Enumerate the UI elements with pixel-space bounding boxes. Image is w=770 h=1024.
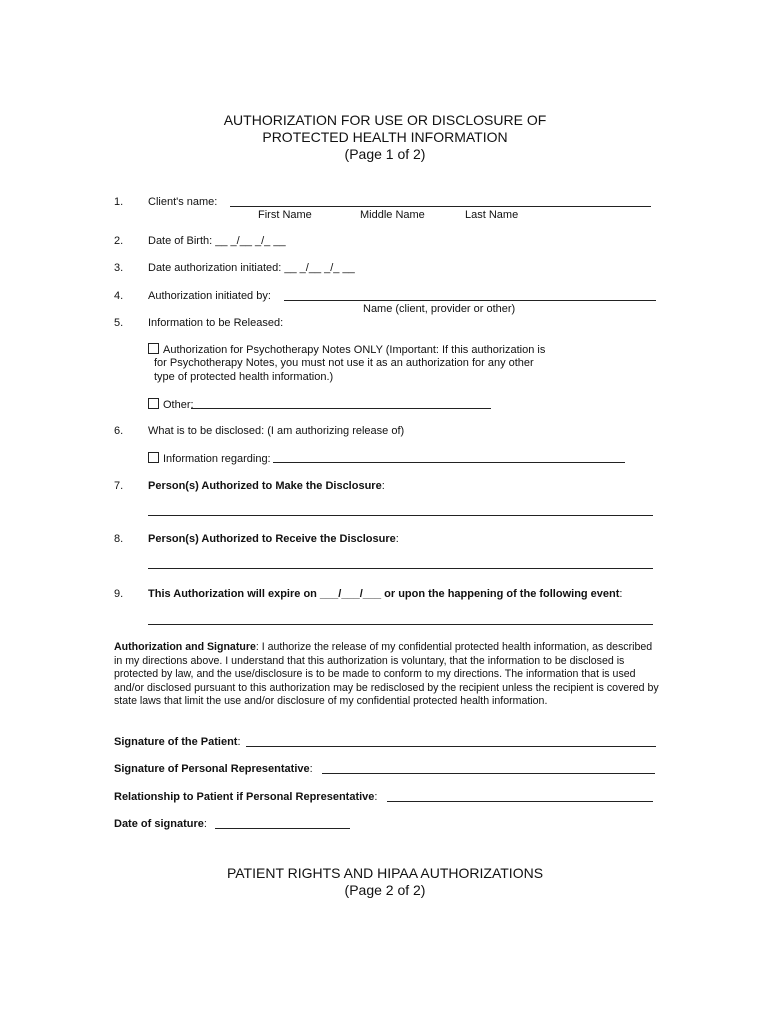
other-field[interactable] xyxy=(191,408,491,409)
page-label: (Page 1 of 2) xyxy=(344,146,426,162)
psychotherapy-text-line3: type of protected health information.) xyxy=(154,371,334,383)
form-title-line1: AUTHORIZATION FOR USE OR DISCLOSURE OF xyxy=(223,112,547,128)
person-make-field[interactable] xyxy=(148,515,653,516)
form-title-line2: PROTECTED HEALTH INFORMATION xyxy=(262,129,508,145)
client-name-label: Client's name: xyxy=(148,196,218,208)
other-checkbox[interactable] xyxy=(148,398,159,409)
client-name-field[interactable] xyxy=(230,206,651,207)
initiated-by-field[interactable] xyxy=(284,300,656,301)
middle-name-caption: Middle Name xyxy=(360,209,425,221)
person-receive-field[interactable] xyxy=(148,568,653,569)
initiated-by-label: Authorization initiated by: xyxy=(148,290,271,302)
item-number: 7. xyxy=(114,480,124,492)
info-regarding-checkbox[interactable] xyxy=(148,452,159,463)
authorization-text: : I authorize the release of my confidential protected health information, as described in my directions above. I understand that this authorization is voluntary, that the information to be disclosed is protected by law, and the use/disclosure is to be made to conform to my directions. The information that is used and/or disclosed pursuant to this authorization may be redisclosed by the recipient unless the recipient is covered by state laws that limit the use and/or disclosure of my confidential protected health information. xyxy=(114,641,659,708)
first-name-caption: First Name xyxy=(258,209,312,221)
info-released-label: Information to be Released: xyxy=(148,317,284,329)
date-of-signature-field[interactable] xyxy=(215,828,350,829)
patient-signature-label: Signature of the Patient: xyxy=(114,736,241,748)
relationship-label: Relationship to Patient if Personal Representative: xyxy=(114,791,378,803)
expiration-event-field[interactable] xyxy=(148,624,653,625)
relationship-field[interactable] xyxy=(387,801,653,802)
info-regarding-label: Information regarding: xyxy=(163,453,271,465)
item-number: 9. xyxy=(114,588,124,600)
patient-signature-field[interactable] xyxy=(246,746,656,747)
person-receive-label: Person(s) Authorized to Receive the Disclosure: xyxy=(148,533,399,545)
item-number: 1. xyxy=(114,196,124,208)
info-regarding-field[interactable] xyxy=(273,462,625,463)
page2-title: PATIENT RIGHTS AND HIPAA AUTHORIZATIONS xyxy=(226,865,544,881)
other-label: Other: xyxy=(163,399,194,411)
item-number: 6. xyxy=(114,425,124,437)
expiration-label: This Authorization will expire on ___/___/___ or upon the happening of the following event: xyxy=(148,588,623,600)
item-number: 5. xyxy=(114,317,124,329)
item-number: 3. xyxy=(114,262,124,274)
item-number: 8. xyxy=(114,533,124,545)
authorization-heading: Authorization and Signature xyxy=(114,641,256,653)
other-option xyxy=(148,398,194,411)
representative-signature-field[interactable] xyxy=(322,773,655,774)
name-hint-caption: Name (client, provider or other) xyxy=(363,303,516,315)
item-number: 2. xyxy=(114,235,124,247)
psychotherapy-text-line2: for Psychotherapy Notes, you must not use it as an authorization for any other xyxy=(154,357,534,369)
person-make-label: Person(s) Authorized to Make the Disclosure: xyxy=(148,480,385,492)
authorization-paragraph xyxy=(114,641,659,709)
psychotherapy-text: Authorization for Psychotherapy Notes ONLY (Important: If this authorization is xyxy=(163,344,546,356)
psychotherapy-checkbox[interactable] xyxy=(148,343,159,354)
item-number: 4. xyxy=(114,290,124,302)
date-of-birth-field[interactable]: Date of Birth: __ _/__ _/_ __ xyxy=(148,235,286,247)
info-regarding-option xyxy=(148,452,271,465)
date-of-signature-label: Date of signature: xyxy=(114,818,207,830)
last-name-caption: Last Name xyxy=(465,209,519,221)
what-disclosed-label: What is to be disclosed: (I am authorizing release of) xyxy=(148,425,405,437)
page2-label: (Page 2 of 2) xyxy=(344,882,426,898)
representative-signature-label: Signature of Personal Representative: xyxy=(114,763,313,775)
psychotherapy-option xyxy=(148,343,545,356)
date-initiated-field[interactable]: Date authorization initiated: __ _/__ _/_ __ xyxy=(148,262,355,274)
